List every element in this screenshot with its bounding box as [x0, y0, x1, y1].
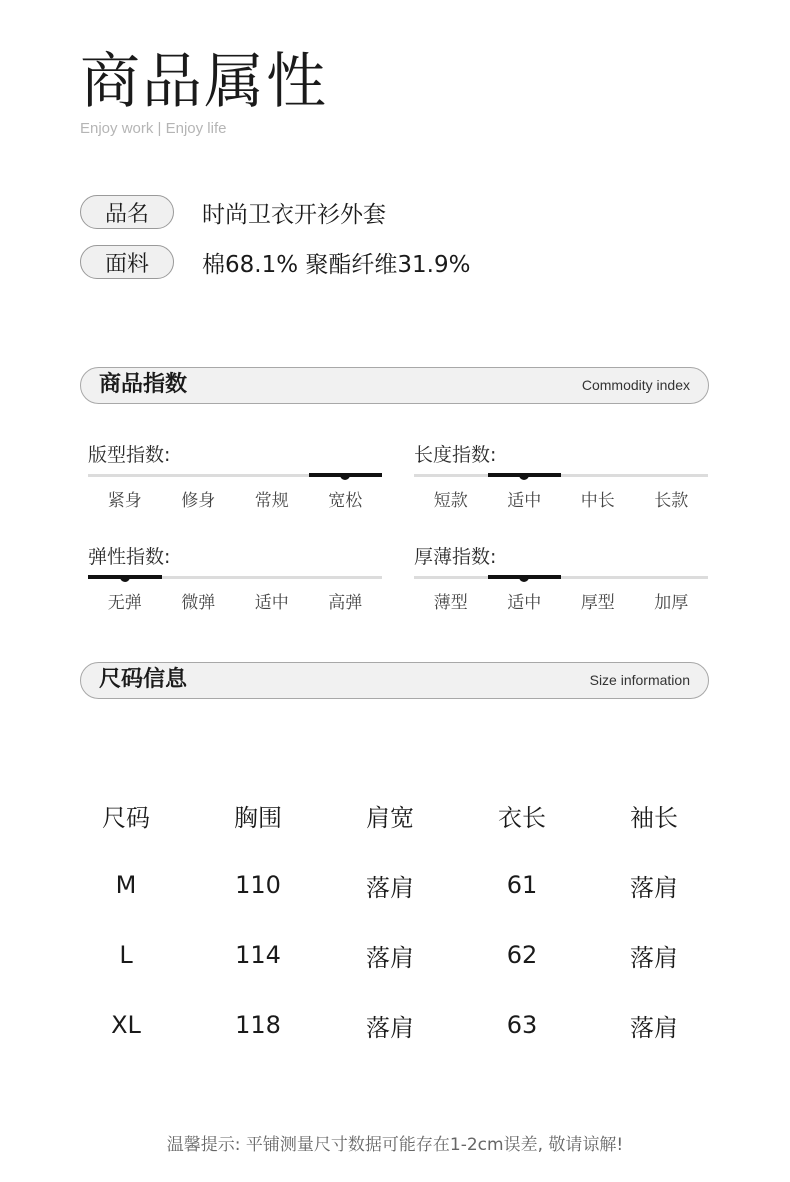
table-cell: M: [115, 871, 137, 899]
section-title: 商品指数: [99, 372, 188, 397]
index-selected-marker: [309, 473, 383, 477]
table-cell: 落肩: [630, 873, 678, 902]
attribute-label-pill: 品名: [80, 195, 174, 229]
index-option: 适中: [254, 593, 289, 613]
index-option: 修身: [181, 491, 216, 511]
index-option: 微弹: [181, 593, 216, 613]
section-title-en: Size information: [589, 672, 690, 688]
size-table: [60, 780, 720, 1060]
marker-dot: [519, 475, 529, 480]
index-option: 无弹: [107, 593, 142, 613]
column-header: 胸围: [234, 803, 282, 832]
index-option: 薄型: [433, 593, 468, 613]
index-option: 长款: [654, 491, 689, 511]
column-header: 尺码: [102, 803, 150, 832]
index-option: 中长: [580, 491, 615, 511]
table-cell: 110: [235, 871, 281, 899]
table-cell: 落肩: [630, 943, 678, 972]
index-label: 版型指数:: [88, 444, 171, 466]
table-cell: 61: [506, 871, 538, 899]
commodity-index-header: [80, 367, 709, 404]
index-option: 厚型: [580, 593, 615, 613]
table-cell: 62: [506, 941, 538, 969]
marker-dot: [120, 577, 130, 582]
column-header: 袖长: [630, 803, 678, 832]
attribute-label-pill: 面料: [80, 245, 174, 279]
page-subtitle: Enjoy work | Enjoy life: [80, 120, 227, 137]
attribute-value: 棉68.1% 聚酯纤维31.9%: [202, 251, 471, 278]
table-cell: XL: [111, 1011, 141, 1039]
index-option: 适中: [507, 491, 542, 511]
attribute-value: 时尚卫衣开衫外套: [202, 201, 386, 228]
size-info-header: [80, 662, 709, 699]
index-selected-marker: [88, 575, 162, 579]
table-cell: 114: [235, 941, 281, 969]
index-selected-marker: [488, 473, 562, 477]
index-track: [88, 576, 382, 579]
attribute-row-name: [80, 195, 386, 229]
index-option: 加厚: [654, 593, 689, 613]
index-track: [414, 576, 708, 579]
marker-dot: [519, 577, 529, 582]
measurement-note: 温馨提示: 平铺测量尺寸数据可能存在1-2cm误差, 敬请谅解!: [166, 1135, 624, 1155]
table-header-row: [60, 780, 720, 850]
table-row: [60, 920, 720, 990]
index-option: 宽松: [328, 491, 363, 511]
table-row: [60, 850, 720, 920]
table-row: [60, 990, 720, 1060]
index-option: 短款: [433, 491, 468, 511]
table-cell: 落肩: [366, 1013, 414, 1042]
column-header: 肩宽: [366, 803, 414, 832]
table-cell: 63: [506, 1011, 538, 1039]
marker-dot: [340, 475, 350, 480]
index-option: 紧身: [107, 491, 142, 511]
index-label: 弹性指数:: [88, 546, 171, 568]
table-cell: 落肩: [366, 943, 414, 972]
attribute-row-fabric: [80, 245, 470, 279]
index-option: 常规: [254, 491, 289, 511]
table-cell: 118: [235, 1011, 281, 1039]
section-title-en: Commodity index: [581, 377, 690, 393]
table-cell: L: [119, 941, 133, 969]
column-header: 衣长: [498, 803, 546, 832]
index-selected-marker: [488, 575, 562, 579]
page-title: 商品属性: [80, 47, 328, 117]
index-option: 适中: [507, 593, 542, 613]
table-cell: 落肩: [630, 1013, 678, 1042]
index-option: 高弹: [328, 593, 363, 613]
index-track: [414, 474, 708, 477]
index-label: 厚薄指数:: [414, 546, 497, 568]
table-cell: 落肩: [366, 873, 414, 902]
index-track: [88, 474, 382, 477]
section-title: 尺码信息: [99, 667, 188, 692]
index-label: 长度指数:: [414, 444, 497, 466]
